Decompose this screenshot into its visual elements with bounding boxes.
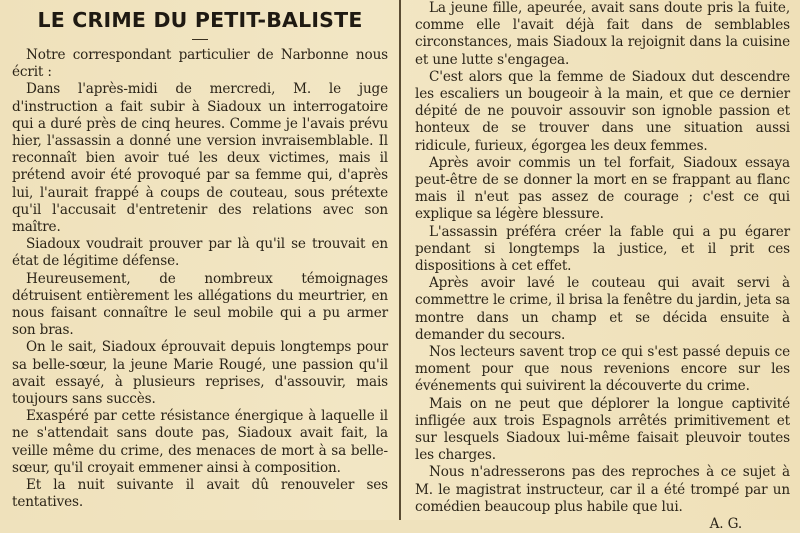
- paragraph: On le sait, Siadoux éprouvait depuis longtemps pour sa belle-sœur, la jeune Marie Rougé, une passion qu'il avait essayé, à plusieurs reprises, d'assouvir, mais toujours sans succès.: [12, 339, 388, 408]
- right-column: [403, 0, 800, 533]
- column-divider: [399, 0, 401, 520]
- paragraph: La jeune fille, apeurée, avait sans doute pris la fuite, comme elle l'avait déjà fait dans de semblables circonstances, mais Siadoux la rejoignit dans la cuisine et une lutte s'engagea.: [415, 0, 790, 68]
- paragraph: Après avoir commis un tel forfait, Siadoux essaya peut-être de se donner la mort en se frappant au flanc mais il n'eut pas assez de courage ; c'est ce qui explique sa légère blessure.: [415, 154, 790, 223]
- paragraph: Et la nuit suivante il avait dû renouveler ses tentatives.: [12, 477, 388, 511]
- paragraph: Nous n'adresserons pas des reproches à ce sujet à M. le magistrat instructeur, car il a été trompé par un comédien beaucoup plus habile que lui.: [415, 464, 790, 515]
- paragraph: Heureusement, de nombreux témoignages détruisent entièrement les allégations du meurtrier, en nous faisant connaître le seul mobile qui a pu armer son bras.: [12, 270, 388, 339]
- title-divider: [192, 39, 208, 40]
- paragraph: Notre correspondant particulier de Narbonne nous écrit :: [12, 47, 388, 81]
- paragraph: Mais on ne peut que déplorer la longue captivité infligée aux trois Espagnols arrêtés primitivement et sur lesquels Siadoux lui-même faisait pleuvoir toutes les charges.: [415, 395, 790, 464]
- author-signature: A. G.: [709, 516, 742, 533]
- left-column: [0, 0, 398, 520]
- paragraph: Exaspéré par cette résistance énergique à laquelle il ne s'attendait sans doute pas, Siadoux avait fait, la veille même du crime, des menaces de mort à sa belle-sœur, qu'il croyait emmener ainsi à composition.: [12, 408, 388, 476]
- paragraph: Siadoux voudrait prouver par là qu'il se trouvait en état de légitime défense.: [12, 236, 388, 270]
- paragraph: L'assassin préféra créer la fable qui a pu égarer pendant si longtemps la justice, et il prit ces dispositions à cet effet.: [415, 223, 790, 275]
- paragraph: Dans l'après-midi de mercredi, M. le juge d'instruction a fait subir à Siadoux un interrogatoire qui a duré près de cinq heures. Comme je l'avais prévu hier, l'assassin a donné une version invraisemblable. Il reconnaît bien avoir tué les deux victimes, mais il prétend avoir été provoqué par sa femme qui, d'après lui, l'aurait frappé à coups de couteau, sous prétexte qu'il l'accusait d'entretenir des relations avec son maître.: [12, 81, 388, 236]
- paragraph: Nos lecteurs savent trop ce qui s'est passé depuis ce moment pour que nous revenions encore sur les événements qui suivirent la découverte du crime.: [415, 344, 790, 395]
- article-title: LE CRIME DU PETIT-BALISTE: [37, 8, 363, 32]
- paragraph: Après avoir lavé le couteau qui avait servi à commettre le crime, il brisa la fenêtre du jardin, jeta sa montre dans un champ et se décida ensuite à demander du secours.: [415, 275, 790, 343]
- paragraph: C'est alors que la femme de Siadoux dut descendre les escaliers un bougeoir à la main, et que ce dernier dépité de ne pouvoir assouvir son ignoble passion et honteux de se trouver dans une situation aussi ridicule, furieux, égorgea les deux femmes.: [415, 68, 790, 154]
